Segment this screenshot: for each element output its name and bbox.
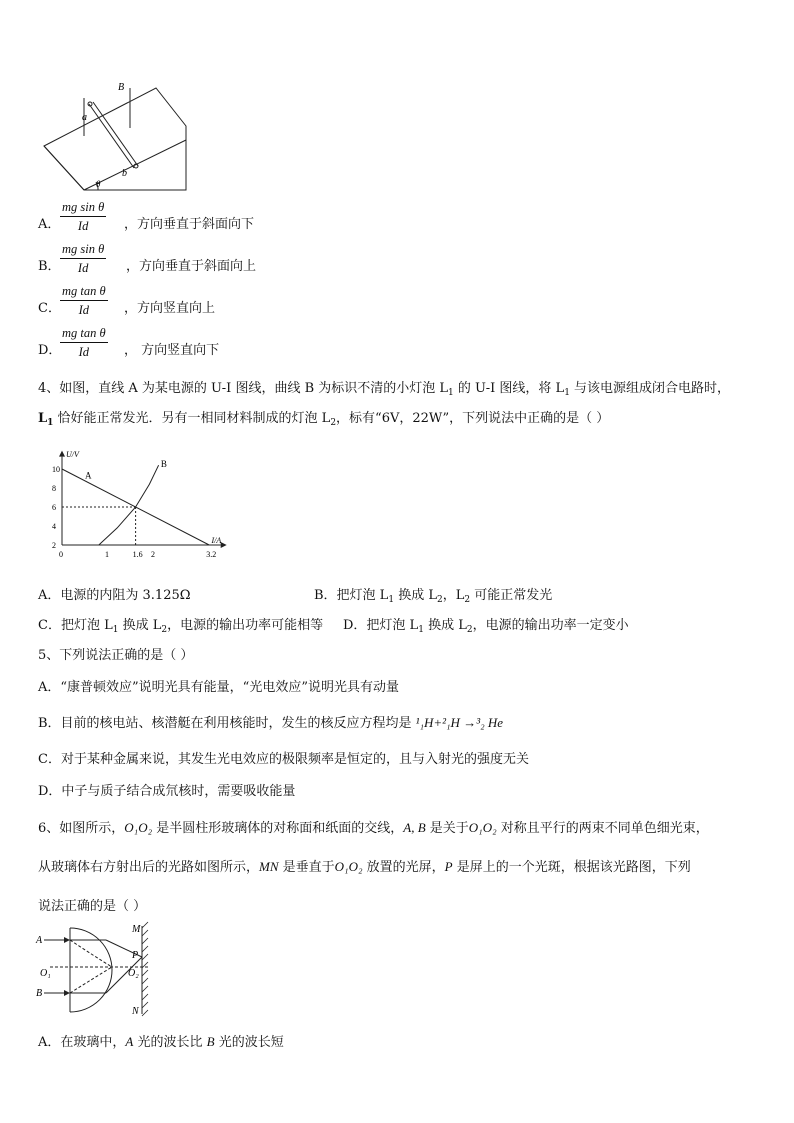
q4-option-c: C．把灯泡 $L_1$ 换成 $L_2$，电源的输出功率可能相等 <box>38 618 324 635</box>
label-b: b <box>122 168 127 179</box>
label-M: M <box>132 924 141 935</box>
x-tick-label: 3.2 <box>206 550 217 559</box>
q5-option-d: D．中子与质子结合成氘核时，需要吸收能量 <box>38 784 296 799</box>
x-tick-label: 0 <box>59 550 63 559</box>
label-a: a <box>82 112 87 123</box>
x-tick-label: 1 <box>105 550 109 559</box>
label-P: P <box>132 950 139 961</box>
label-O1: O₁ <box>40 968 51 979</box>
y-tick-label: 6 <box>52 503 56 512</box>
label-B2: B <box>36 988 43 999</box>
label-B: B <box>118 82 125 93</box>
y-axis-arrow <box>59 451 65 457</box>
ui-graph <box>36 440 222 560</box>
q4-option-a: A．电源的内阻为 3.125Ω <box>38 588 191 603</box>
optics-figure <box>36 920 156 1020</box>
label-theta: θ <box>96 179 101 189</box>
x-tick-label: 2 <box>151 550 155 559</box>
y-axis-label: U/V <box>66 449 79 459</box>
q5-option-b: B．目前的核电站、核潜艇在利用核能时，发生的核反应方程均是 ¹₁H+²₁H →³₂ He <box>38 715 504 731</box>
q5-option-c: C．对于某种金属来说，其发生光电效应的极限频率是恒定的，且与入射光的强度无关 <box>38 752 529 767</box>
x-axis-label: I/A <box>211 536 222 545</box>
y-tick-label: 2 <box>52 541 56 550</box>
label-N: N <box>132 1006 139 1017</box>
y-tick-label: 8 <box>52 484 56 493</box>
q5-option-a: A．“康普顿效应”说明光具有能量，“光电效应”说明光具有动量 <box>38 680 399 695</box>
q6-stem-line3: 说法正确的是（ ） <box>38 899 147 914</box>
x-tick-label: 1.6 <box>132 550 143 559</box>
q6-option-a: A．在玻璃中，A 光的波长比 B 光的波长短 <box>38 1034 284 1050</box>
q4-option-d: D．把灯泡 $L_1$ 换成 $L_2$，电源的输出功率一定变小 <box>343 618 629 635</box>
series-b-label: B <box>160 459 167 470</box>
label-A: A <box>36 935 43 946</box>
series-a-label: A <box>85 470 92 481</box>
q4-stem-line1: 4、如图，直线 A 为某电源的 U-I 图线，曲线 B 为标识不清的小灯泡 $L_1$ 的 U-I 图线，将 $L_1$ 与该电源组成闭合电路时， <box>38 381 731 398</box>
series-b-curve <box>99 465 159 545</box>
y-tick-label: 10 <box>52 465 60 474</box>
y-tick-label: 4 <box>52 522 56 531</box>
q5-stem: 5、下列说法正确的是（ ） <box>38 648 194 663</box>
q6-stem-line1: 6、如图所示，O₁O₂ 是半圆柱形玻璃体的对称面和纸面的交线，A, B 是关于O₁O₂ 对称且平行的两束不同单色细光束， <box>38 820 709 836</box>
q4-stem-line2: $L_1$ 恰好能正常发光．另有一相同材料制成的灯泡 $L_2$，标有“6V，22W”，下列说法中正确的是（ ） <box>38 411 610 428</box>
q6-stem-line2: 从玻璃体右方射出后的光路如图所示，MN 是垂直于O₁O₂ 放置的光屏，P 是屏上的一个光斑，根据该光路图，下列 <box>38 859 691 875</box>
label-O2: O₂ <box>128 968 139 979</box>
x-axis-arrow <box>221 542 227 548</box>
q4-option-b: B．把灯泡 $L_1$ 换成 $L_2$，$L_2$ 可能正常发光 <box>314 588 553 605</box>
incline-figure <box>38 78 193 193</box>
